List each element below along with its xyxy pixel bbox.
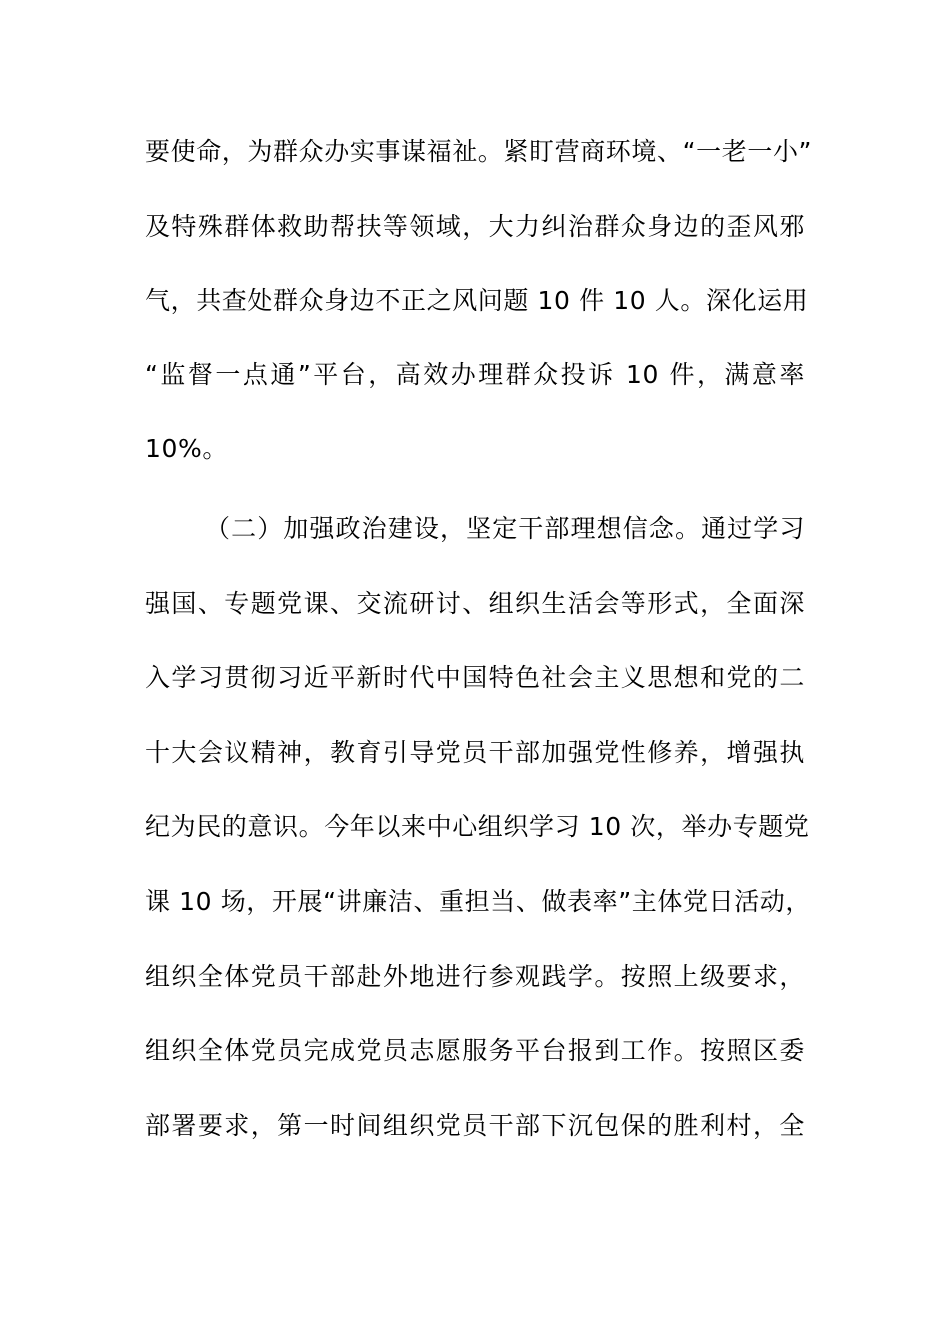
text-line: 课 10 场，开展“讲廉洁、重担当、做表率”主体党日活动， [145,887,812,916]
text-line: 强国、专题党课、交流研讨、组织生活会等形式，全面深 [145,589,805,618]
text-line: 入学习贯彻习近平新时代中国特色社会主义思想和党的二 [145,663,805,692]
section-heading-line: （二）加强政治建设，坚定干部理想信念。通过学习 [205,514,805,543]
text-line: 十大会议精神，教育引导党员干部加强党性修养，增强执 [145,738,805,767]
text-line: 气，共查处群众身边不正之风问题 10 件 10 人。深化运用 [145,286,809,315]
text-line: 及特殊群体救助帮扶等领域，大力纠治群众身边的歪风邪 [145,212,805,241]
text-line: 组织全体党员完成党员志愿服务平台报到工作。按照区委 [145,1036,805,1065]
text-line: 组织全体党员干部赴外地进行参观践学。按照上级要求， [145,962,805,991]
text-line: 10%。 [145,434,228,463]
text-line: 要使命，为群众办实事谋福祉。紧盯营商环境、“一老一小” [145,137,813,166]
text-line: 部署要求，第一时间组织党员干部下沉包保的胜利村，全 [145,1111,805,1140]
text-line: “监督一点通”平台，高效办理群众投诉 10 件，满意率 [145,360,805,389]
text-line: 纪为民的意识。今年以来中心组织学习 10 次，举办专题党 [145,812,810,841]
